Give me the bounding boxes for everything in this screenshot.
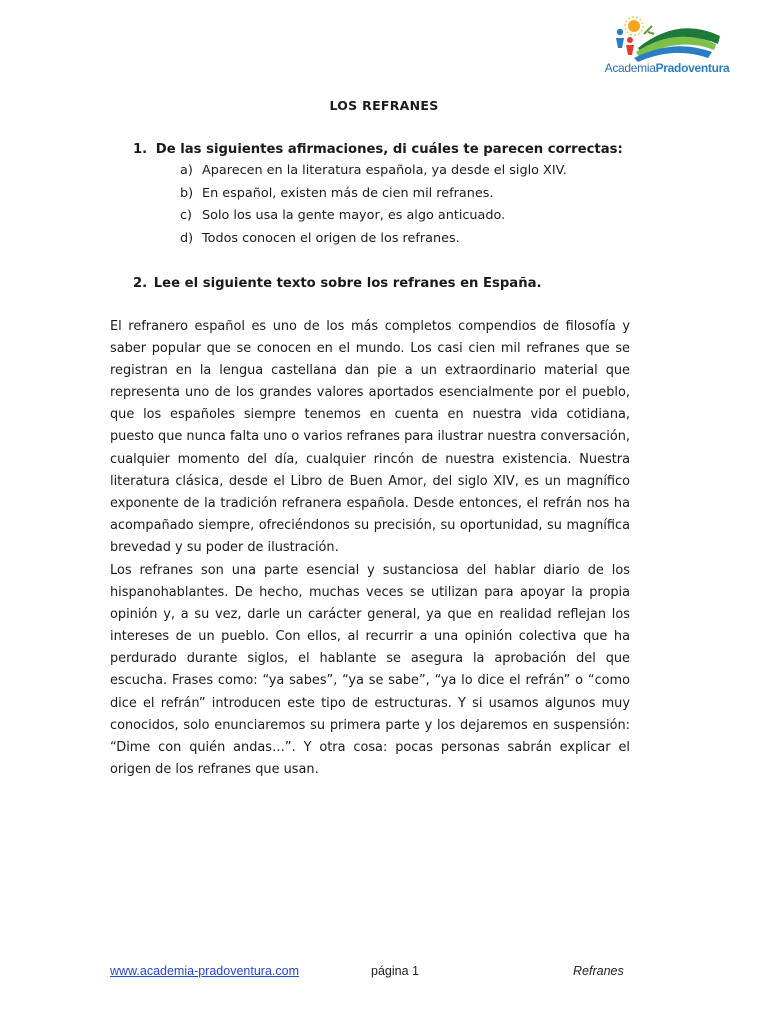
option-letter: c)	[180, 208, 193, 224]
option-text: Solo los usa la gente mayor, es algo anticuado.	[202, 208, 506, 224]
footer-website-link[interactable]: www.academia-pradoventura.com	[110, 964, 299, 978]
question-1-text: De las siguientes afirmaciones, di cuáles te parecen correctas:	[155, 142, 623, 157]
option-item	[180, 231, 567, 254]
option-item	[180, 163, 567, 186]
academia-pradoventura-logo	[604, 14, 730, 80]
question-1-options	[180, 163, 567, 253]
logo-emblem-icon	[608, 14, 726, 62]
logo-wordmark: AcademiaPradoventura	[604, 61, 730, 75]
footer-section-label: Refranes	[573, 964, 624, 978]
footer-page-number: página 1	[371, 964, 419, 978]
paragraph-1: El refranero español es uno de los más completos compendios de filosofía y saber popular que se conocen en el mundo. Los casi cien mil refranes que se registran en la lengua castellana dan pie a un extraordinario material que representa uno de los grandes valores aportados esencialmente por el pueblo, que los españoles siempre tenemos en cuenta en nuestra vida cotidiana, puesto que nunca falta uno o varios refranes para ilustrar nuestra conversación, cualquier momento del día, cualquier rincón de nuestra existencia. Nuestra literatura clásica, desde el Libro de Buen Amor, del siglo XIV, es un magnífico exponente de la tradición refranera española. Desde entonces, el refrán nos ha acompañado siempre, ofreciéndonos su precisión, su oportunidad, su magnífica brevedad y su poder de ilustración.	[110, 319, 630, 555]
question-2-text: Lee el siguiente texto sobre los refranes en España.	[153, 276, 542, 291]
option-text: Todos conocen el origen de los refranes.	[202, 230, 460, 246]
option-item	[180, 186, 567, 209]
option-letter: b)	[180, 185, 194, 201]
option-text: Aparecen en la literatura española, ya desde el siglo XIV.	[202, 163, 567, 178]
option-letter: a)	[180, 163, 193, 178]
question-1-number: 1.	[133, 142, 148, 157]
question-2-number: 2.	[133, 276, 148, 291]
option-item	[180, 208, 567, 231]
page-title: LOS REFRANES	[329, 98, 439, 113]
paragraph-2: Los refranes son una parte esencial y sustanciosa del hablar diario de los hispanohablantes. De hecho, muchas veces se utilizan para apoyar la propia opinión y, a su vez, darle un carácter general, ya que en realidad reflejan los intereses de un pueblo. Con ellos, al recurrir a una opinión colectiva que ha perdurado durante siglos, el hablante se asegura la aprobación del que escucha. Frases como: “ya sabes”, “ya se sabe”, “ya lo dice el refrán” o “como dice el refrán” introducen este tipo de estructuras. Y si usamos algunos muy conocidos, solo enunciaremos su primera parte y los dejaremos en suspensión: “Dime con quién andas…”. Y otra cosa: pocas personas sabrán explicar el origen de los refranes que usan.	[110, 563, 630, 777]
question-1	[133, 142, 623, 157]
question-2	[133, 276, 542, 291]
option-letter: d)	[180, 230, 194, 246]
option-text: En español, existen más de cien mil refranes.	[202, 185, 494, 201]
